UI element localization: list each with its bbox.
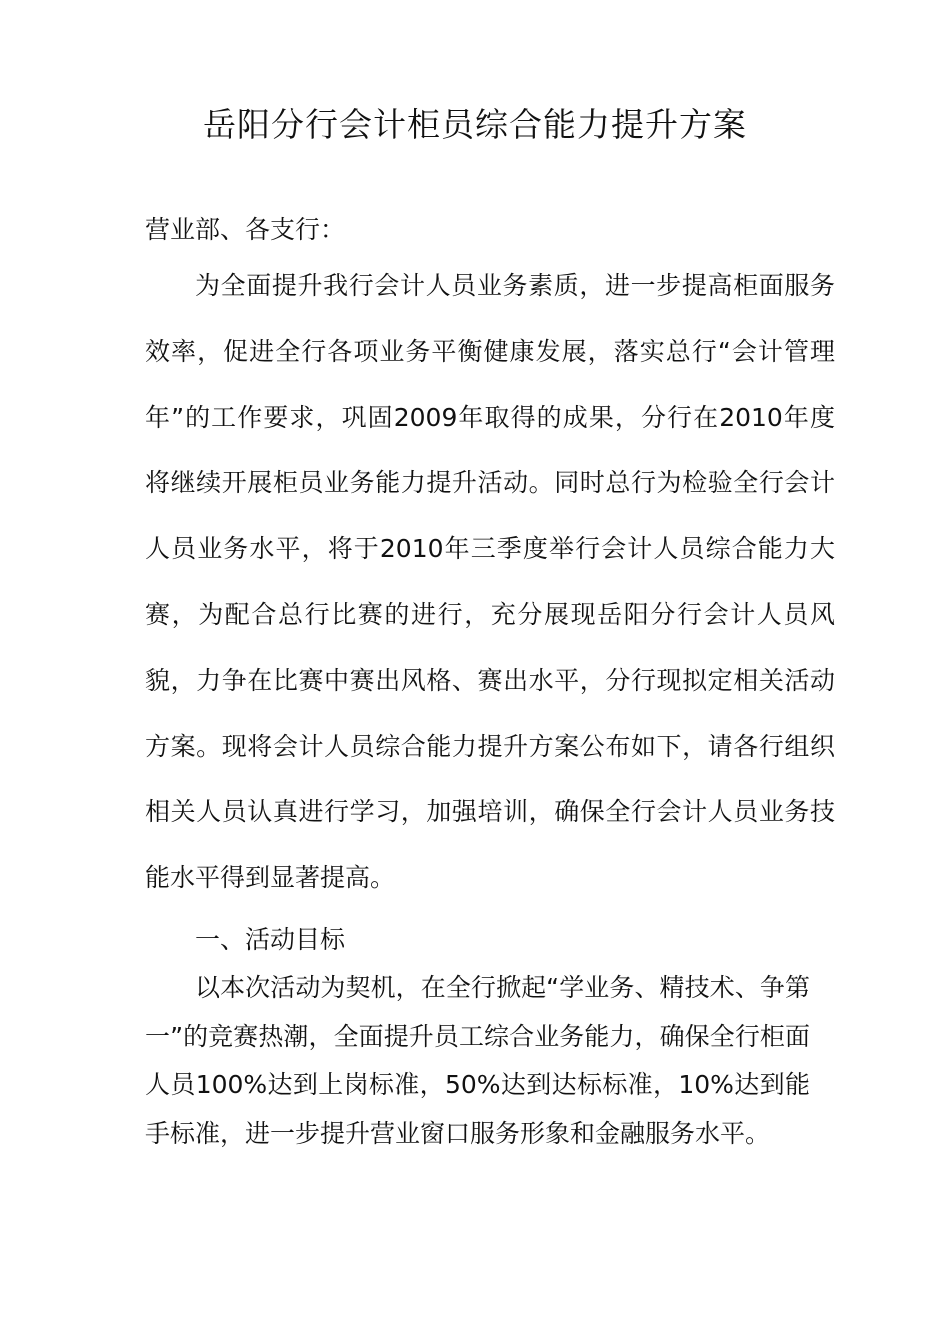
goals-paragraph: 以本次活动为契机，在全行掀起“学业务、精技术、争第一”的竞赛热潮，全面提升员工综合业务能力，确保全行柜面人员100%达到上岗标准，50%达到达标标准，10%达到能手标准，进一步提升营业窗口服务形象和金融服务水平。 xyxy=(145,973,810,1148)
salutation: 营业部、各支行： xyxy=(145,215,346,244)
intro-paragraph: 为全面提升我行会计人员业务素质，进一步提高柜面服务效率，促进全行各项业务平衡健康发展，落实总行“会计管理年”的工作要求，巩固2009年取得的成果，分行在2010年度将继续开展柜员业务能力提升活动。同时总行为检验全行会计人员业务水平，将于2010年三季度举行会计人员综合能力大赛，为配合总行比赛的进行，充分展现岳阳分行会计人员风貌，力争在比赛中赛出风格、赛出水平，分行现拟定相关活动方案。现将会计人员综合能力提升方案公布如下，请各行组织相关人员认真进行学习，加强培训，确保全行会计人员业务技能水平得到显著提高。 xyxy=(145,271,835,893)
document-title: 岳阳分行会计柜员综合能力提升方案 xyxy=(203,105,747,144)
section-heading-goals: 一、活动目标 xyxy=(195,925,346,954)
